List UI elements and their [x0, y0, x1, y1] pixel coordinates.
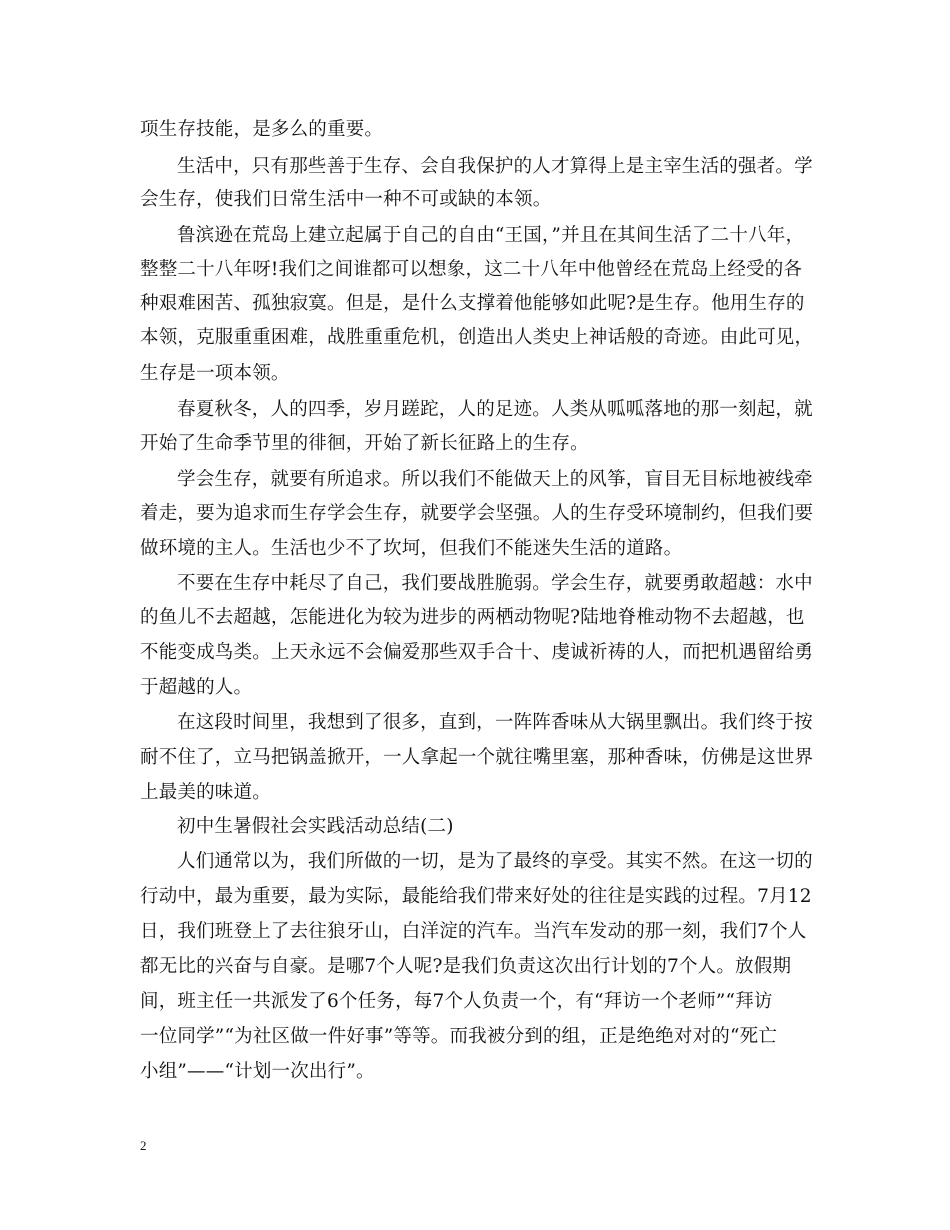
text-line: 春夏秋冬，人的四季，岁月蹉跎，人的足迹。人类从呱呱落地的那一刻起，就 [177, 399, 813, 420]
text-line: 的鱼儿不去超越，怎能进化为较为进步的两栖动物呢?陆地脊椎动物不去超越，也 [140, 607, 805, 628]
text-line: 于超越的人。 [140, 677, 253, 698]
text-line: 不能变成鸟类。上天永远不会偏爱那些双手合十、虔诚祈祷的人，而把机遇留给勇 [140, 642, 814, 663]
text-line: 一位同学”“为社区做一件好事”等等。而我被分到的组，正是绝绝对对的“死亡 [140, 1026, 778, 1047]
page-number: 2 [140, 1138, 147, 1153]
text-line: 整整二十八年呀!我们之间谁都可以想象，这二十八年中他曾经在荒岛上经受的各 [140, 259, 803, 280]
text-line: 行动中，最为重要，最为实际，最能给我们带来好处的往往是实践的过程。7月12 [140, 886, 812, 907]
text-line: 在这段时间里，我想到了很多，直到，一阵阵香味从大锅里飘出。我们终于按 [177, 712, 813, 733]
text-line: 小组”——“计划一次出行”。 [140, 1061, 375, 1082]
text-line: 日，我们班登上了去往狼牙山，白洋淀的汽车。当汽车发动的那一刻，我们7个人 [140, 921, 807, 942]
text-line: 开始了生命季节里的徘徊，开始了新长征路上的生存。 [140, 433, 589, 454]
text-line: 生存是一项本领。 [140, 363, 290, 384]
text-line: 生活中，只有那些善于生存、会自我保护的人才算得上是主宰生活的强者。学 [177, 156, 813, 177]
text-line: 会生存，使我们日常生活中一种不可或缺的本领。 [140, 189, 552, 210]
text-line: 学会生存，就要有所追求。所以我们不能做天上的风筝，盲目无目标地被线牵 [177, 469, 813, 490]
text-line: 人们通常以为，我们所做的一切，是为了最终的享受。其实不然。在这一切的 [177, 851, 813, 872]
text-line: 上最美的味道。 [140, 782, 271, 803]
text-line: 着走，要为追求而生存学会生存，就要学会坚强。人的生存受环境制约，但我们要 [140, 503, 814, 524]
text-line: 做环境的主人。生活也少不了坎坷，但我们不能迷失生活的道路。 [140, 538, 683, 559]
text-line: 本领，克服重重困难，战胜重重危机，创造出人类史上神话般的奇迹。由此可见， [140, 327, 814, 348]
text-line: 间，班主任一共派发了6个任务，每7个人负责一个，有“拜访一个老师”“拜访 [140, 991, 773, 1012]
text-line: 鲁滨逊在荒岛上建立起属于自己的自由“王国，”并且在其间生活了二十八年， [177, 225, 805, 246]
text-line: 不要在生存中耗尽了自己，我们要战胜脆弱。学会生存，就要勇敢超越：水中 [177, 573, 813, 594]
text-line: 耐不住了，立马把锅盖掀开，一人拿起一个就往嘴里塞，那种香味，仿佛是这世界 [140, 747, 814, 768]
section-heading: 初中生暑假社会实践活动总结(二) [177, 816, 454, 837]
text-line: 种艰难困苦、孤独寂寞。但是，是什么支撑着他能够如此呢?是生存。他用生存的 [140, 293, 805, 314]
text-line: 项生存技能，是多么的重要。 [140, 119, 384, 140]
text-line: 都无比的兴奋与自豪。是哪7个人呢?是我们负责这次出行计划的7个人。放假期 [140, 956, 792, 977]
